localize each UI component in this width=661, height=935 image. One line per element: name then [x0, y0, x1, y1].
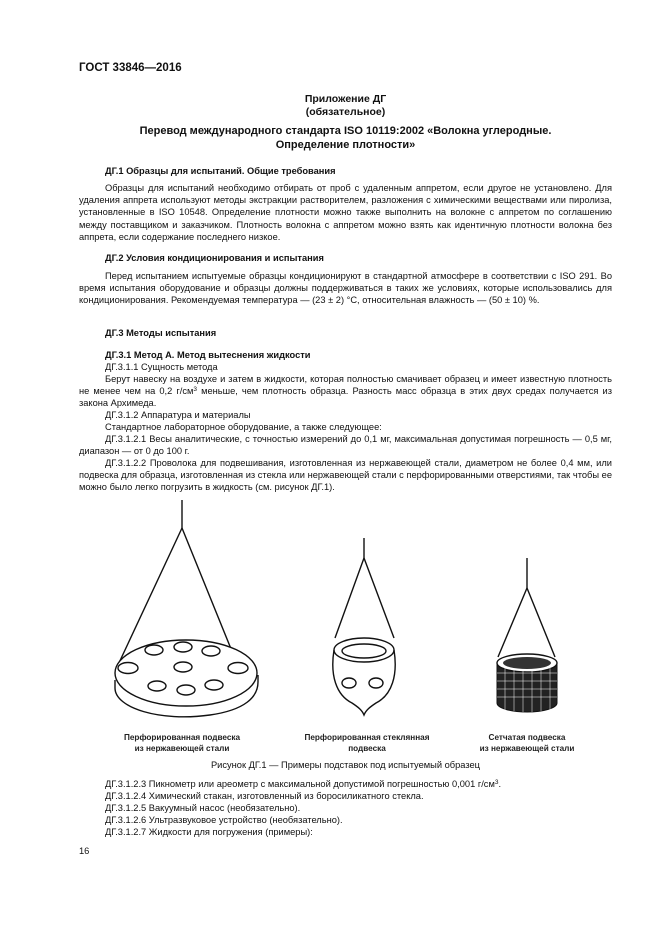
figure-sample-holders — [100, 500, 590, 735]
item-2-6: ДГ.3.1.2.6 Ультразвуковое устройство (необязательно). — [105, 815, 343, 825]
item-2-1 — [79, 433, 612, 457]
figure-label-3-line2: из нержавеющей стали — [479, 744, 575, 753]
essence-text-b: меньше, чем плотность образца. Разность масс образца в этих двух средах получается из закона Архимеда. — [79, 386, 612, 409]
perforated-glass-holder-drawing — [333, 538, 395, 715]
section-dg2-title: ДГ.2 Условия кондиционирования и испытания — [105, 253, 324, 263]
section-dg2-text — [79, 270, 612, 307]
essence-text — [79, 373, 612, 410]
apparatus-text: Стандартное лабораторное оборудование, а также следующее: — [105, 422, 382, 432]
section-dg1-paragraph: Образцы для испытаний необходимо отбирать от проб с удаленным аппретом, если другое не установлено. Для удаления аппрета используют методы экстракции растворителем, разложения с химическими веществами или пиролиза, установленные в ISO 10548. Определение плотности можно также выполнить на волокне с аппретом по соглашению между поставщиком и заказчиком. Плотность волокна с аппретом можно взять как идентичную плотности волокна без аппрета, если содержание последнего низкое. — [79, 183, 612, 242]
section-dg3-title: ДГ.3 Методы испытания — [105, 328, 217, 338]
figure-caption: Рисунок ДГ.1 — Примеры подставок под испытуемый образец — [210, 760, 481, 770]
appendix-heading-line2: Определение плотности» — [275, 139, 416, 151]
item-2-4: ДГ.3.1.2.4 Химический стакан, изготовленный из боросиликатного стекла. — [105, 791, 424, 801]
appendix-title: Приложение ДГ — [304, 93, 387, 105]
section-dg1-text — [79, 182, 612, 243]
page-number: 16 — [79, 846, 90, 856]
essence-sup: 3 — [193, 386, 197, 394]
section-dg1-title: ДГ.1 Образцы для испытаний. Общие требования — [105, 166, 336, 176]
section-dg2-paragraph: Перед испытанием испытуемые образцы кондиционируют в стандартной атмосфере в соответствии с ISO 291. Во время испытания оборудование и образцы должны поддерживаться в таких же условиях, которые использовались для кондиционирования. Рекомендуемая температура — (23 ± 2) °С, относительная влажность — (50 ± 10) %. — [79, 271, 612, 306]
apparatus-label: ДГ.3.1.2 Аппаратура и материалы — [105, 410, 251, 420]
essence-text-a: Берут навеску на воздухе и затем в жидкости, которая полностью смачивает образец и имеет известную плотность не менее чем на 0,2 г/см — [79, 374, 612, 397]
mesh-steel-holder-drawing — [497, 558, 557, 712]
figure-label-3 — [452, 732, 602, 754]
item-2-3-text-b: . — [498, 779, 502, 789]
appendix-heading-line1: Перевод международного стандарта ISO 10119:2002 «Волокна углеродные. — [139, 125, 552, 137]
item-2-5: ДГ.3.1.2.5 Вакуумный насос (необязательно). — [105, 803, 301, 813]
item-2-2 — [79, 457, 612, 494]
standard-header: ГОСТ 33846—2016 — [79, 62, 182, 74]
item-2-2-text: ДГ.3.1.2.2 Проволока для подвешивания, изготовленная из нержавеющей стали, диаметром не более 0,4 мм, или подвеска для образца, изготовленная из стекла или нержавеющей стали с перфорированными отверстиями, так чтобы ее можно было легко погрузить в жидкость (см. рисунок ДГ.1). — [79, 458, 612, 493]
item-2-7: ДГ.3.1.2.7 Жидкости для погружения (примеры): — [105, 827, 313, 837]
figure-label-2-line1: Перфорированная стеклянная — [304, 733, 430, 742]
item-2-1-text: ДГ.3.1.2.1 Весы аналитические, с точностью измерений до 0,1 мг, максимальная допустимая погрешность — 0,5 мг, диапазон — от 0 до 100 г. — [79, 434, 612, 457]
figure-label-1 — [92, 732, 272, 754]
essence-label: ДГ.3.1.1 Сущность метода — [105, 362, 218, 372]
perforated-steel-holder-drawing — [115, 500, 258, 717]
item-2-3-text-a: ДГ.3.1.2.3 Пикнометр или ареометр с максимальной допустимой погрешностью 0,001 г/см — [105, 779, 495, 789]
item-2-3-sup: 3 — [494, 779, 499, 786]
figure-label-2-line2: подвеска — [348, 744, 386, 753]
figure-label-3-line1: Сетчатая подвеска — [488, 733, 566, 742]
method-a-title: ДГ.3.1 Метод А. Метод вытеснения жидкости — [105, 350, 311, 360]
item-2-3 — [105, 778, 501, 790]
appendix-status: (обязательное) — [305, 106, 386, 118]
figure-label-1-line2: из нержавеющей стали — [134, 744, 230, 753]
figure-label-2 — [282, 732, 452, 754]
figure-label-1-line1: Перфорированная подвеска — [123, 733, 241, 742]
